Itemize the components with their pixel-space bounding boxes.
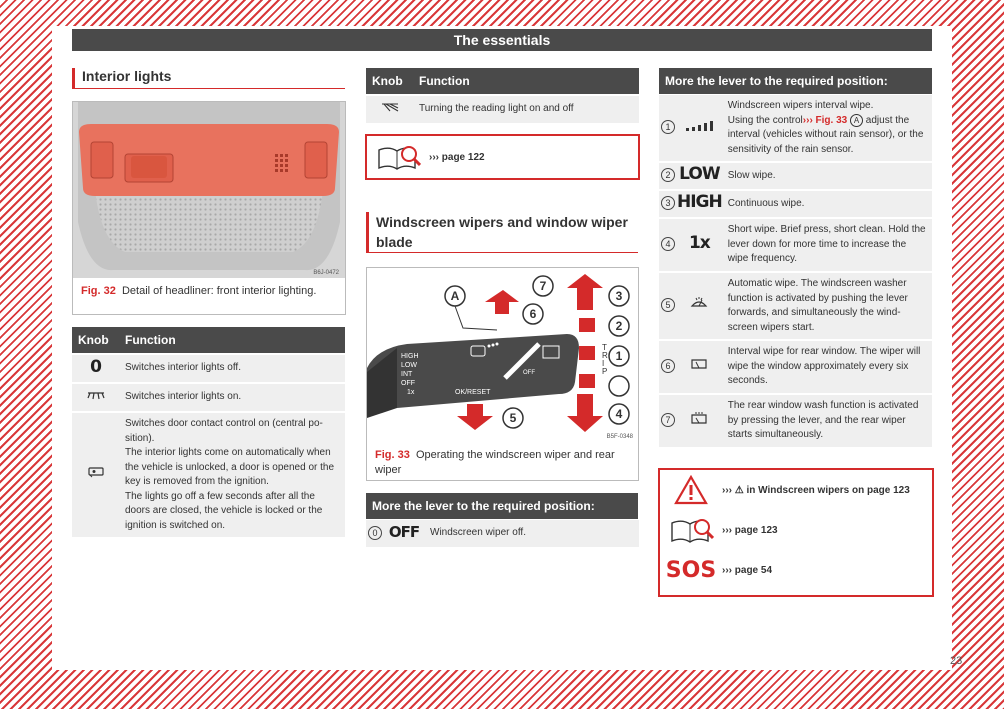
sos-icon: SOS [665, 557, 717, 583]
washer-icon [690, 296, 708, 310]
svg-text:7: 7 [539, 279, 547, 293]
low-icon: LOW [679, 164, 720, 185]
svg-text:P: P [602, 367, 608, 376]
high-icon: HIGH [677, 192, 722, 213]
lever-position-header: More the lever to the required position: [366, 493, 638, 519]
headliner-illustration [73, 102, 345, 278]
table-row: 6 Interval wipe for rear window. The wiper will wipe the window approximately every six seconds. [659, 341, 932, 393]
book-icon [375, 142, 421, 172]
off-icon: OFF [388, 522, 420, 541]
single-wipe-icon: 1x [688, 233, 710, 254]
table-row: 4 1x Short wipe. Brief press, short clean. Hold the lever down for more time to increase the wipe frequency. [659, 219, 932, 271]
book-icon [668, 515, 714, 545]
figure-link[interactable]: ››› Fig. 33 [802, 114, 848, 126]
svg-text:OK/RESET: OK/RESET [455, 389, 491, 396]
table-row: Switches door contact control on (central position). The interior lights come on automatically when the vehicle is unlocked, a door is opened or the key is removed from the ignition. The lights go off a few seconds after all the doors are closed, the vehicle is locked or the ignition is switched on. [72, 413, 345, 537]
wiper-off-table [366, 518, 639, 549]
table-row: 5 Automatic wipe. The windscreen washer function is activated by pushing the lever forwards, and simultaneously the windscreen wipers start. [659, 273, 932, 339]
reading-ref-box [365, 134, 640, 180]
svg-text:LOW: LOW [401, 362, 417, 369]
table-row: 0 Switches interior lights off. [72, 355, 345, 382]
page-number: 23 [950, 655, 963, 667]
svg-text:1: 1 [615, 349, 623, 363]
figure-code: B6J-0472 [313, 270, 339, 276]
svg-text:OFF: OFF [523, 370, 535, 376]
lever-position-header: More the lever to the required position: [659, 68, 932, 94]
reading-light-icon [380, 101, 400, 113]
reading-light-table: Knob Function Turning the reading light on and off [366, 66, 639, 125]
svg-text:4: 4 [615, 407, 623, 421]
interior-light-icon [86, 389, 106, 401]
interior-lights-table: Knob Function 0 Switches interior lights off. Switches interior lights on. Switches door contact control on (central position). The interior lights come on automatically when the vehicle is unlocked, a door is opened or the key is removed from the ignition. The lights go off a few seconds after all the doors are closed, the vehicle is locked or the ignition is switched on. [72, 325, 345, 539]
figure-caption: Fig. 32 Detail of headliner: front interior lighting. [81, 285, 317, 297]
rear-wiper-icon [690, 357, 708, 371]
interval-bars-icon [684, 119, 714, 131]
page-reference-link[interactable]: ››› page 122 [429, 151, 485, 163]
table-row: 0 OFF Windscreen wiper off. [366, 520, 639, 547]
sos-reference-link[interactable]: ››› page 54 [722, 564, 773, 576]
figure-wiper-lever [366, 267, 639, 481]
table-row: 7 The rear window wash function is activated by pressing the lever, and the rear wiper starts simultaneously. [659, 395, 932, 447]
page-reference-link[interactable]: ››› page 123 [722, 524, 778, 536]
svg-text:HIGH: HIGH [401, 353, 419, 360]
notes-ref-box [658, 468, 934, 597]
figure-caption: Fig. 33 Operating the windscreen wiper and rear wiper [375, 449, 615, 476]
svg-text:2: 2 [615, 319, 623, 333]
section-title-interior-lights: Interior lights [72, 68, 345, 89]
off-symbol-icon: 0 [90, 356, 101, 377]
svg-text:3: 3 [615, 289, 623, 303]
warning-reference-link[interactable]: ››› ⚠ in Windscreen wipers on page 123 [722, 484, 910, 496]
svg-text:OFF: OFF [401, 380, 415, 387]
svg-text:I: I [602, 359, 605, 368]
svg-text:5: 5 [509, 411, 517, 425]
svg-text:R: R [602, 351, 608, 360]
table-row: Switches interior lights on. [72, 384, 345, 411]
svg-text:1x: 1x [407, 389, 415, 396]
rear-washer-icon [690, 411, 708, 425]
wiper-positions-table [659, 93, 932, 449]
table-row: 3 HIGH Continuous wipe. [659, 191, 932, 217]
svg-text:6: 6 [529, 307, 537, 321]
warning-triangle-icon [674, 475, 708, 505]
table-row: 1 Windscreen wipers interval wipe. Using the control››› Fig. 33 A adjust the interval (vehicles without rain sensor), or the sensitivity of the rain sensor. [659, 95, 932, 161]
svg-text:INT: INT [401, 371, 413, 378]
svg-text:A: A [450, 289, 460, 303]
section-title-wipers: Windscreen wipers and window wiper blade [366, 212, 638, 253]
table-row: Turning the reading light on and off [366, 96, 639, 123]
page-title: The essentials [72, 29, 932, 51]
svg-text:B5F-0348: B5F-0348 [606, 434, 633, 440]
table-row: 2 LOW Slow wipe. [659, 163, 932, 189]
wiper-lever-illustration [367, 268, 638, 442]
figure-headliner [72, 101, 346, 315]
door-contact-icon [87, 466, 105, 478]
svg-text:T: T [602, 343, 607, 352]
